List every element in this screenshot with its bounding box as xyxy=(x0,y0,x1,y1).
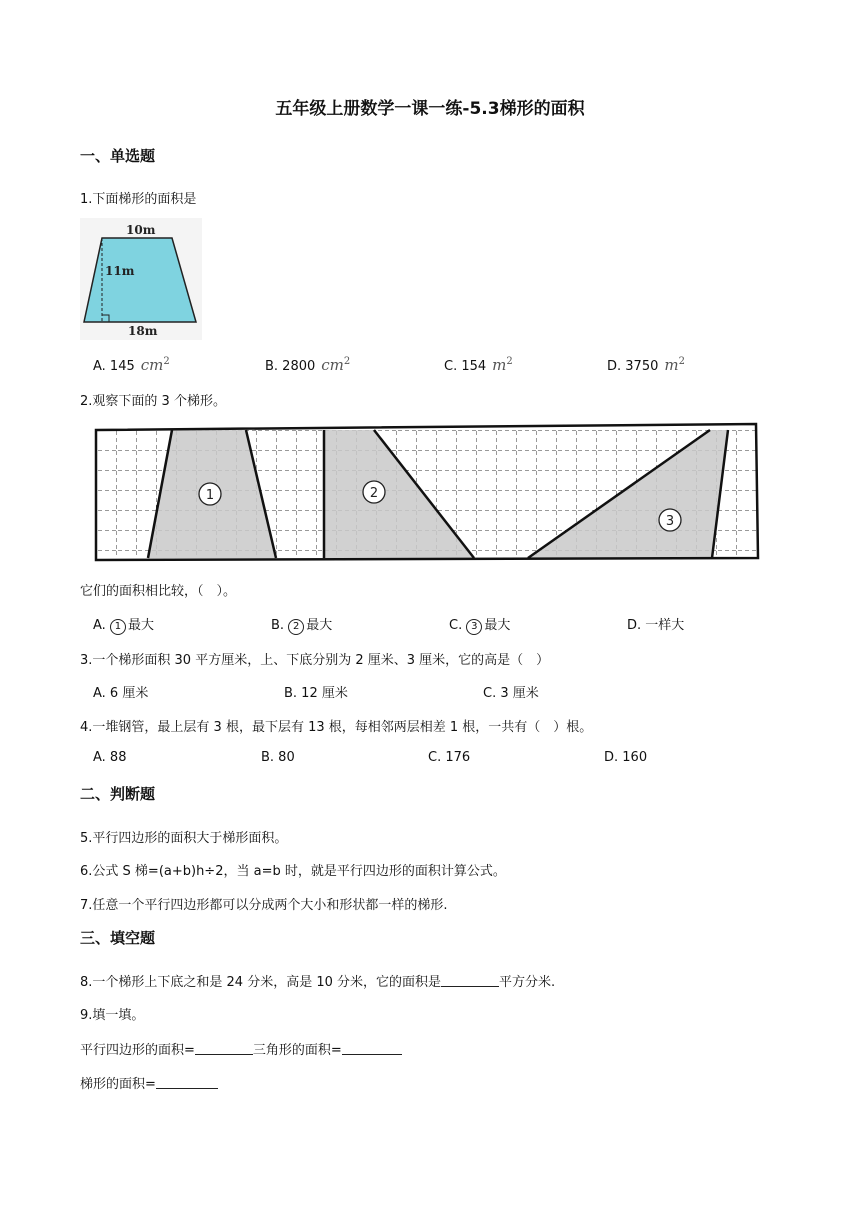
q1-option-a-unit: $cm^2$ xyxy=(140,356,170,374)
q2-option-b[interactable]: B. 2 最大 xyxy=(271,618,333,633)
question-2-prompt: 它们的面积相比较，（ ）。 xyxy=(80,584,237,599)
three-trapezoids-grid-figure xyxy=(92,422,760,564)
q1-option-b-unit: $cm^2$ xyxy=(321,356,351,374)
q1-option-b[interactable] xyxy=(265,356,350,374)
q1-option-a[interactable] xyxy=(93,356,170,374)
label-1 xyxy=(199,483,221,505)
q3-option-c[interactable]: C. 3 厘米 xyxy=(483,686,539,701)
top-base-label: 10m xyxy=(126,223,156,237)
question-4-text: 4.一堆钢管，最上层有 3 根，最下层有 13 根，每相邻两层相差 1 根，一共有（ ）根。 xyxy=(80,720,593,735)
q4-option-c[interactable]: C. 176 xyxy=(428,750,471,765)
q2-option-d[interactable]: D. 一样大 xyxy=(627,618,685,633)
question-2-text: 2.观察下面的 3 个梯形。 xyxy=(80,394,226,409)
q1-option-c-label: C. 154 xyxy=(444,359,487,374)
question-7-text: 7.任意一个平行四边形都可以分成两个大小和形状都一样的梯形. xyxy=(80,898,448,913)
question-8-text: 8.一个梯形上下底之和是 24 分米，高是 10 分米，它的面积是 xyxy=(80,975,442,990)
question-9-line-2 xyxy=(80,1073,218,1092)
question-9-line-1 xyxy=(80,1039,402,1058)
question-8-unit: 平方分米. xyxy=(499,975,556,990)
page-title: 五年级上册数学一课一练-5.3梯形的面积 xyxy=(275,99,585,119)
q4-option-b[interactable]: B. 80 xyxy=(261,750,295,765)
bottom-base-label: 18m xyxy=(128,324,158,338)
q1-option-b-label: B. 2800 xyxy=(265,359,316,374)
question-5-text: 5.平行四边形的面积大于梯形面积。 xyxy=(80,831,288,846)
question-9-text: 9.填一填。 xyxy=(80,1008,145,1023)
q1-option-d-unit: $m^2$ xyxy=(664,356,685,374)
q3-option-a[interactable]: A. 6 厘米 xyxy=(93,686,149,701)
q3-option-b[interactable]: B. 12 厘米 xyxy=(284,686,348,701)
question-3-text: 3.一个梯形面积 30 平方厘米，上、下底分别为 2 厘米、3 厘米，它的高是（ ） xyxy=(80,653,550,668)
q4-option-a[interactable]: A. 88 xyxy=(93,750,127,765)
q1-option-c[interactable] xyxy=(444,356,513,374)
q4-option-d[interactable]: D. 160 xyxy=(604,750,648,765)
svg-text:3: 3 xyxy=(665,514,675,529)
trapezoid-area-label: 梯形的面积= xyxy=(80,1077,156,1092)
parallelogram-area-label: 平行四边形的面积= xyxy=(80,1043,195,1058)
question-8 xyxy=(80,971,555,990)
svg-text:1: 1 xyxy=(205,488,215,503)
trapezoid-figure xyxy=(80,218,202,340)
section-heading-true-false: 二、判断题 xyxy=(80,785,156,803)
q8-answer-blank[interactable] xyxy=(441,974,499,987)
triangle-area-label: 三角形的面积= xyxy=(252,1043,342,1058)
question-6-text: 6.公式 S 梯=(a+b)h÷2，当 a=b 时，就是平行四边形的面积计算公式。 xyxy=(80,864,506,879)
q2-option-a[interactable]: A. 1 最大 xyxy=(93,618,154,633)
triangle-area-blank[interactable] xyxy=(342,1042,402,1055)
trapezoid-area-blank[interactable] xyxy=(156,1076,218,1089)
parallelogram-area-blank[interactable] xyxy=(195,1042,253,1055)
section-heading-fill-blank: 三、填空题 xyxy=(80,929,156,947)
q2-option-c[interactable]: C. 3 最大 xyxy=(449,618,511,633)
label-2 xyxy=(363,481,385,503)
q1-option-d[interactable] xyxy=(607,356,685,374)
q1-option-c-unit: $m^2$ xyxy=(492,356,513,374)
q1-option-d-label: D. 3750 xyxy=(607,359,659,374)
question-1-text: 1.下面梯形的面积是 xyxy=(80,192,197,207)
section-heading-single-choice: 一、单选题 xyxy=(80,147,156,165)
svg-text:2: 2 xyxy=(369,486,379,501)
q1-option-a-label: A. 145 xyxy=(93,359,135,374)
height-label: 11m xyxy=(105,264,135,278)
label-3 xyxy=(659,509,681,531)
